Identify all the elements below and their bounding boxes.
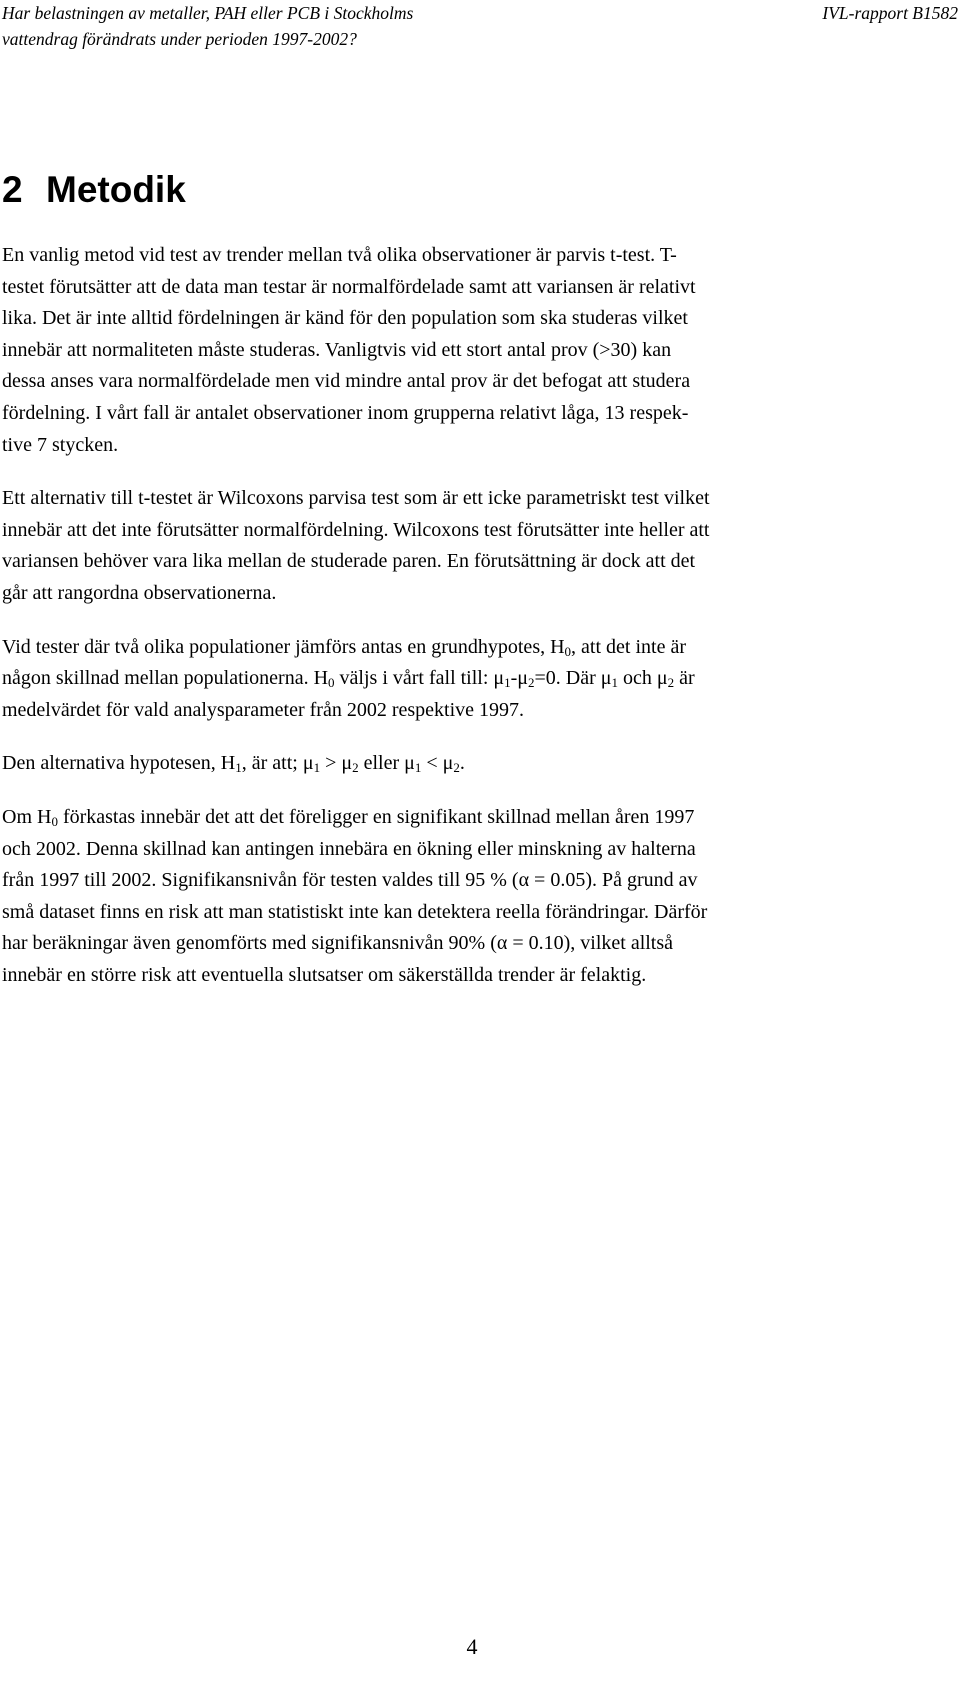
text-line: lika. Det är inte alltid fördelningen är känd för den population som ska studeras vilket (2, 307, 688, 330)
text-line: Om $H_0$ förkastas innebär det att det föreligger en signifikant skillnad mellan åren 1997 (2, 805, 695, 829)
paragraph-significance (2, 802, 920, 992)
body-text (2, 240, 920, 991)
text-line: Den alternativa hypotesen, $H_1$, är att; $\mu_1 > \mu_2$ eller $\mu_1 < \mu_2$. (2, 752, 465, 776)
text-line: innebär att det inte förutsätter normalfördelning. Wilcoxons test förutsätter inte heller att (2, 518, 710, 541)
text-line: fördelning. I vårt fall är antalet observationer inom grupperna relativt låga, 13 respek- (2, 401, 689, 424)
text-line: har beräkningar även genomförts med signifikansnivån 90% (α = 0.10), vilket alltså (2, 932, 674, 955)
text-line: innebär att normaliteten måste studeras. Vanligtvis vid ett stort antal prov (>30) kan (2, 338, 672, 361)
text-line: och 2002. Denna skillnad kan antingen innebära en ökning eller minskning av halterna (2, 837, 696, 860)
header-report-id-block (822, 0, 958, 26)
header-report-title (2, 0, 413, 52)
section-title: Metodik (46, 169, 186, 210)
text-line: någon skillnad mellan populationerna. $H_0$ väljs i vårt fall till: $\mu_1-\mu_2=0$. Där $\mu_1$ och $\mu_2$ är (2, 667, 695, 691)
text-line: testet förutsätter att de data man testar är normalfördelade samt att variansen är relativt (2, 275, 696, 298)
paragraph-alternative-hypothesis (2, 748, 920, 780)
text-line: från 1997 till 2002. Signifikansnivån för testen valdes till 95 % (α = 0.05). På grund av (2, 869, 698, 892)
text-line: tive 7 stycken. (2, 433, 119, 456)
header-report-id: IVL-rapport B1582 (822, 3, 958, 23)
text-line: små dataset finns en risk att man statistiskt inte kan detektera reella förändringar. Därför (2, 900, 708, 923)
section-heading (2, 168, 186, 212)
page-number: 4 (466, 1634, 478, 1659)
text-line: variansen behöver vara lika mellan de studerade paren. En förutsättning är dock att det (2, 550, 696, 573)
text-line: Ett alternativ till t-testet är Wilcoxons parvisa test som är ett icke parametriskt test vilket (2, 487, 710, 510)
text-line: innebär en större risk att eventuella slutsatser om säkerställda trender är felaktig. (2, 963, 647, 986)
paragraph-t-test (2, 240, 920, 461)
text-line: dessa anses vara normalfördelade men vid mindre antal prov är det befogat att studera (2, 370, 691, 393)
section-number: 2 (2, 169, 23, 210)
paragraph-null-hypothesis (2, 632, 920, 727)
paragraph-wilcoxon (2, 483, 920, 609)
text-line: En vanlig metod vid test av trender mellan två olika observationer är parvis t-test. T- (2, 244, 677, 266)
page-header (0, 0, 960, 52)
header-title-line-1: Har belastningen av metaller, PAH eller PCB i Stockholms (2, 3, 414, 23)
text-line: Vid tester där två olika populationer jämförs antas en grundhypotes, $H_0$, att det inte är (2, 635, 686, 659)
header-title-line-2: vattendrag förändrats under perioden 1997-2002? (2, 29, 357, 49)
text-line: medelvärdet för vald analysparameter från 2002 respektive 1997. (2, 698, 525, 721)
text-line: går att rangordna observationerna. (2, 581, 277, 604)
